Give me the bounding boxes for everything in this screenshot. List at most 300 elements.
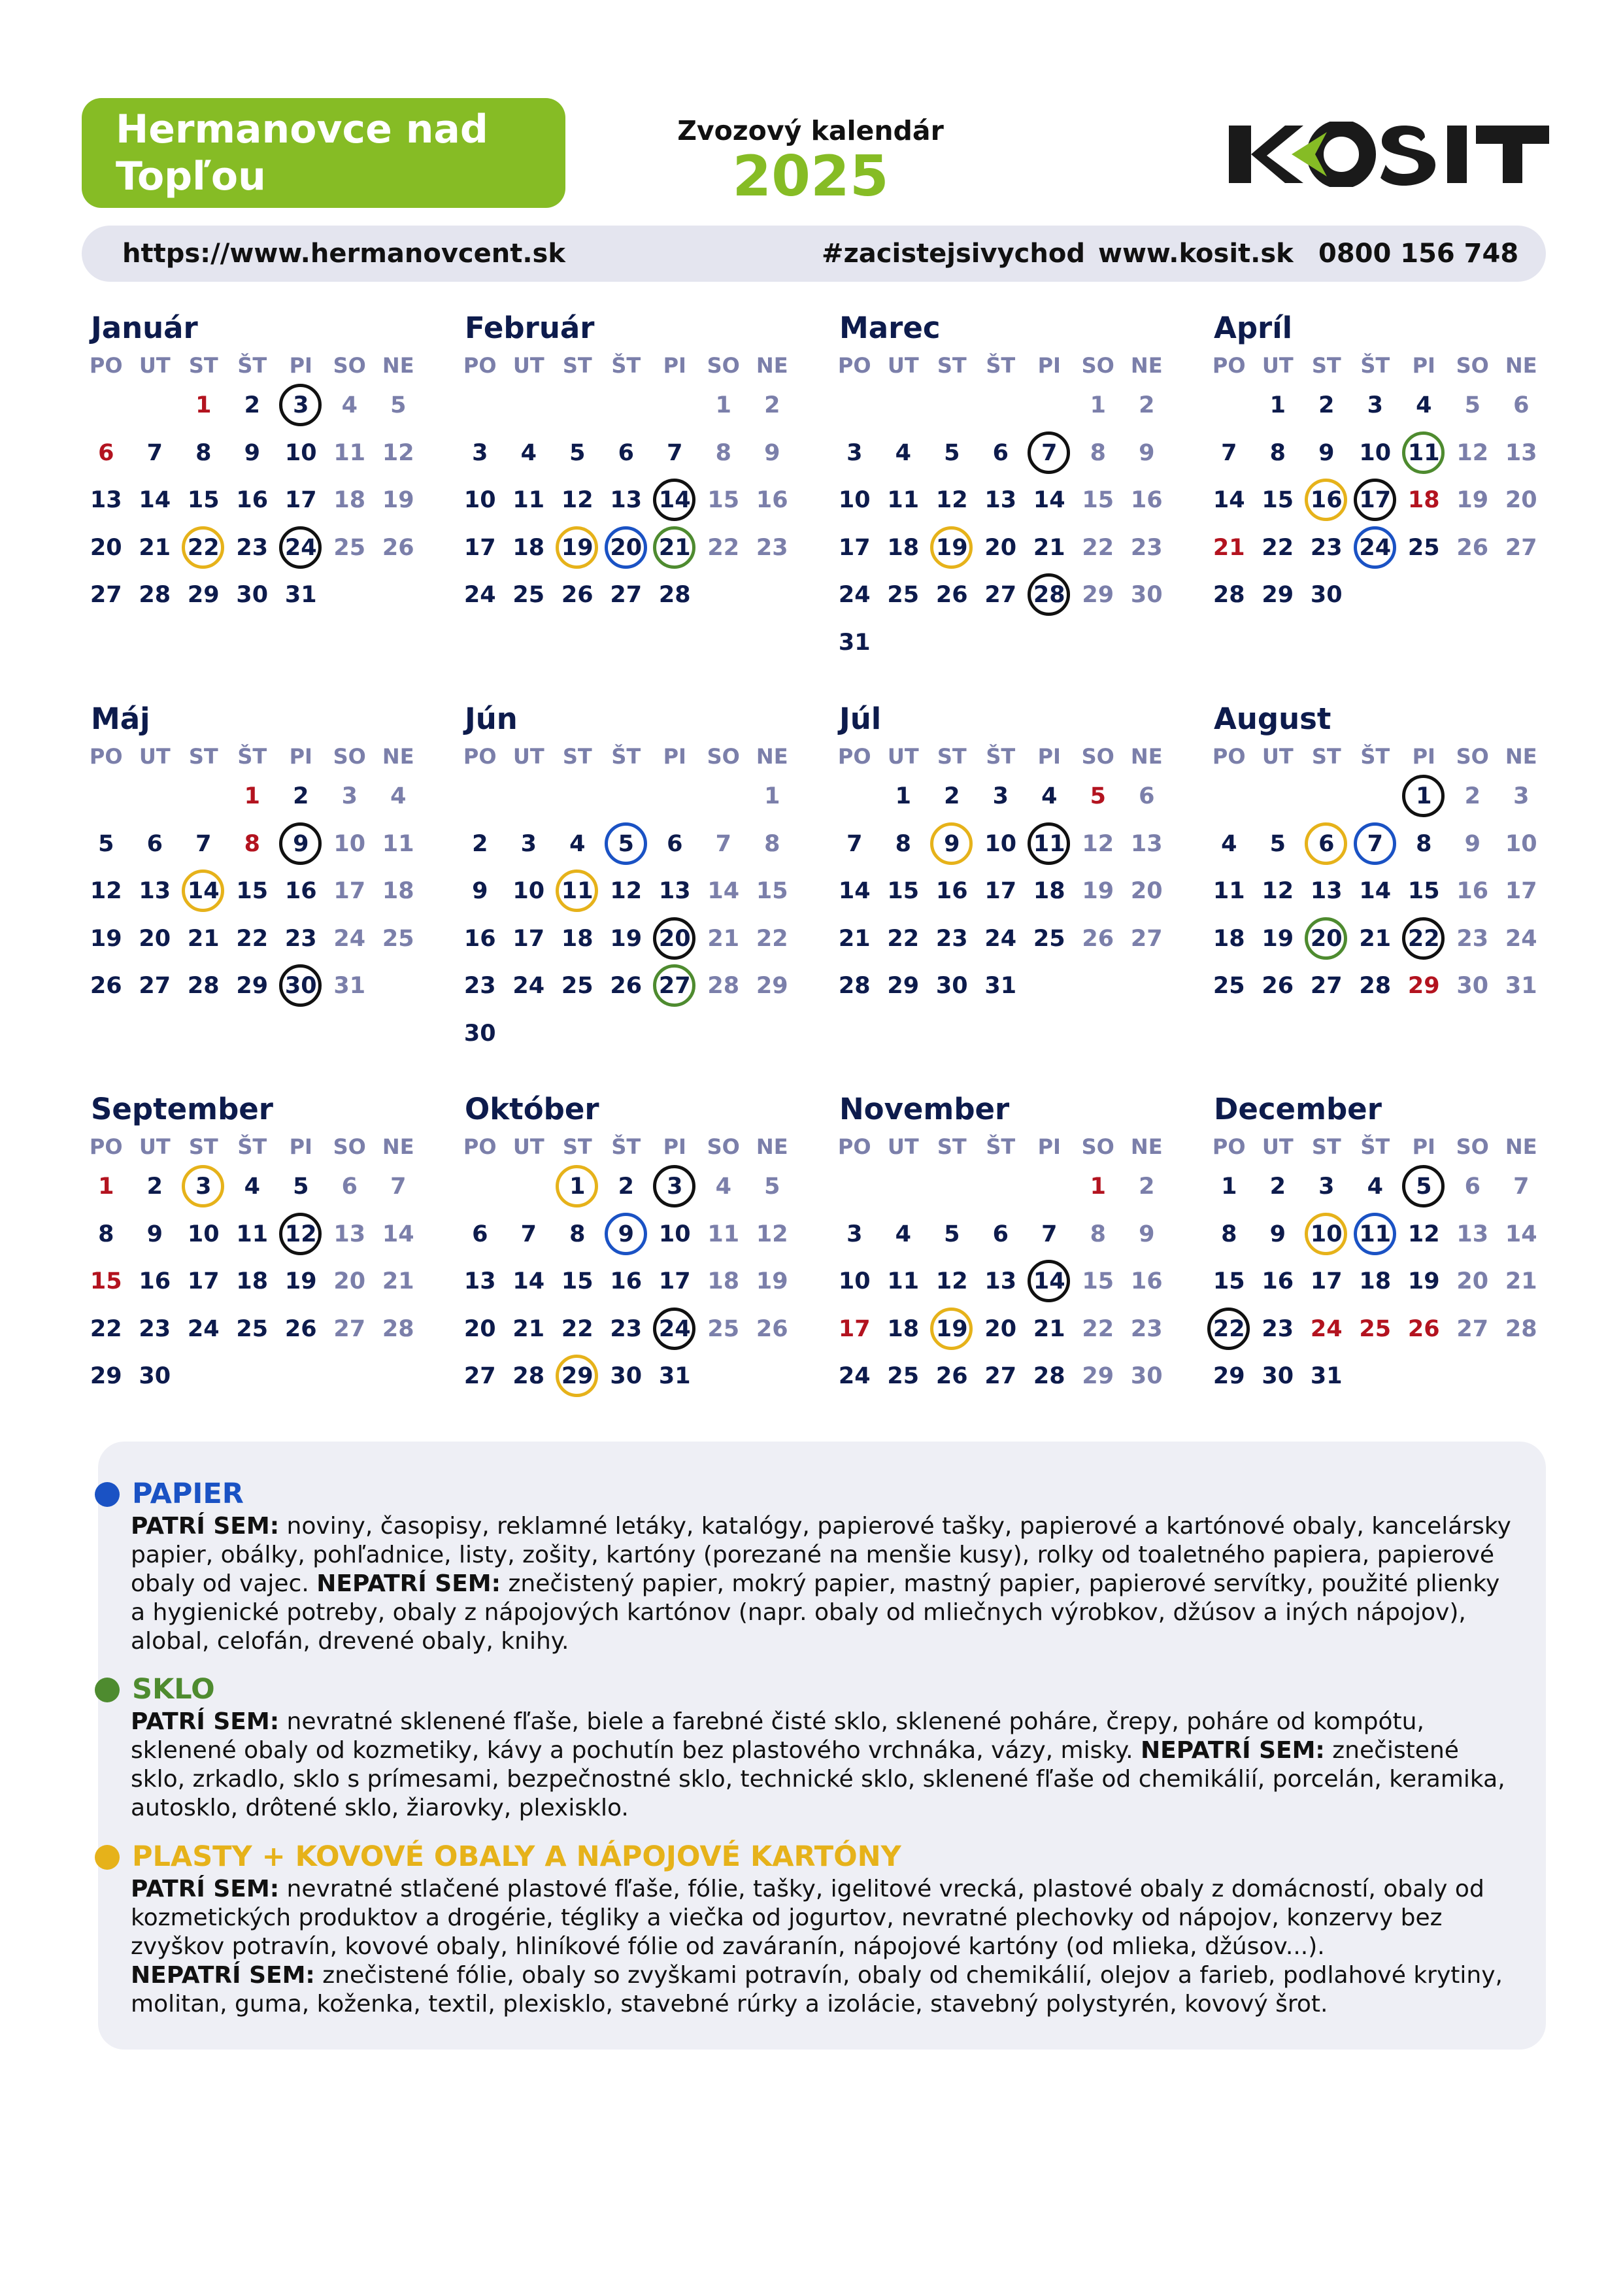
- collection-day-marker: 14: [650, 477, 699, 524]
- month-grid: [82, 1130, 422, 1400]
- day-cell: 26: [935, 582, 968, 609]
- weekday-header: SO: [333, 744, 366, 769]
- day-cell: 29: [1082, 1363, 1114, 1390]
- day-cell: 25: [887, 1363, 920, 1390]
- day-cell: 16: [236, 487, 269, 514]
- month-calendar: [830, 1089, 1170, 1400]
- day-cell: 25: [236, 1315, 269, 1342]
- weekday-header: NE: [1505, 744, 1537, 769]
- weekday-header: SO: [1456, 744, 1489, 769]
- day-cell: 7: [667, 439, 683, 466]
- day-cell: 11: [887, 487, 920, 514]
- day-cell: 9: [1139, 439, 1155, 466]
- empty-cell: [553, 382, 602, 430]
- calendar-heading: [644, 115, 977, 207]
- day-cell: 18: [707, 1268, 740, 1295]
- collection-day-marker: 17: [1351, 477, 1400, 524]
- day-cell: 3: [1367, 392, 1383, 419]
- day-cell: 13: [984, 487, 1017, 514]
- day-cell: 2: [1464, 783, 1481, 810]
- weekday-header: ST: [937, 744, 967, 769]
- day-cell: 30: [1130, 582, 1163, 609]
- day-cell: 1: [1090, 1173, 1106, 1200]
- day-cell: 27: [610, 582, 643, 609]
- day-cell: 21: [139, 534, 171, 561]
- day-cell: 25: [707, 1315, 740, 1342]
- empty-cell: [1025, 1163, 1074, 1211]
- day-cell: 13: [333, 1221, 366, 1247]
- empty-cell: [1205, 773, 1254, 820]
- day-cell: 6: [472, 1221, 488, 1247]
- weekday-header: PI: [663, 1134, 686, 1159]
- day-cell: 13: [139, 878, 171, 905]
- weekday-header: NE: [382, 744, 414, 769]
- weekday-header: ST: [188, 744, 218, 769]
- weekday-header: PI: [663, 744, 686, 769]
- day-cell: 16: [610, 1268, 643, 1295]
- month-grid: [830, 349, 1170, 666]
- day-cell: 21: [707, 925, 740, 952]
- day-cell: 24: [187, 1315, 220, 1342]
- town-title-box: [82, 98, 565, 208]
- weekday-header: PO: [1212, 744, 1246, 769]
- collection-day-marker: 3: [179, 1163, 228, 1211]
- day-cell: 1: [195, 392, 212, 419]
- day-cell: 8: [1090, 1221, 1106, 1247]
- weekday-header: PO: [1212, 1134, 1246, 1159]
- day-cell: 21: [187, 925, 220, 952]
- day-cell: 15: [756, 878, 788, 905]
- day-cell: 15: [1407, 878, 1440, 905]
- month-grid: [82, 740, 422, 1010]
- town-name-line1: Hermanovce nad: [116, 107, 488, 152]
- day-cell: 11: [512, 487, 545, 514]
- day-cell: 24: [1505, 925, 1537, 952]
- day-cell: 6: [98, 439, 114, 466]
- day-cell: 23: [463, 973, 496, 1000]
- day-cell: 23: [1262, 1315, 1294, 1342]
- day-cell: 29: [756, 973, 788, 1000]
- day-cell: 20: [333, 1268, 366, 1295]
- collection-day-marker: 29: [553, 1353, 602, 1400]
- day-cell: 22: [90, 1315, 122, 1342]
- collection-day-marker: 20: [1302, 915, 1351, 963]
- collection-day-marker: 11: [1351, 1211, 1400, 1258]
- day-cell: 23: [139, 1315, 171, 1342]
- day-cell: 12: [610, 878, 643, 905]
- day-cell: 20: [1130, 878, 1163, 905]
- day-cell: 23: [935, 925, 968, 952]
- day-cell: 9: [1269, 1221, 1286, 1247]
- day-cell: 10: [838, 1268, 871, 1295]
- day-cell: 12: [756, 1221, 788, 1247]
- weekday-header: PI: [1412, 1134, 1435, 1159]
- collection-day-marker: 21: [650, 524, 699, 572]
- day-cell: 24: [333, 925, 366, 952]
- day-cell: 16: [463, 925, 496, 952]
- day-cell: 8: [195, 439, 212, 466]
- empty-cell: [456, 1163, 505, 1211]
- day-cell: 6: [1139, 783, 1155, 810]
- weekday-header: ŠT: [237, 1134, 267, 1159]
- day-cell: 27: [1456, 1315, 1489, 1342]
- day-cell: 22: [1082, 534, 1114, 561]
- collection-day-marker: 11: [553, 868, 602, 915]
- weekday-header: UT: [887, 744, 919, 769]
- day-cell: 31: [838, 629, 871, 656]
- day-cell: 31: [284, 582, 317, 609]
- empty-cell: [1351, 773, 1400, 820]
- empty-cell: [505, 1163, 554, 1211]
- day-cell: 6: [341, 1173, 358, 1200]
- day-cell: 13: [1456, 1221, 1489, 1247]
- day-cell: 1: [764, 783, 780, 810]
- day-cell: 19: [90, 925, 122, 952]
- day-cell: 2: [1139, 392, 1155, 419]
- day-cell: 28: [838, 973, 871, 1000]
- day-cell: 4: [520, 439, 537, 466]
- day-cell: 15: [236, 878, 269, 905]
- weekday-header: UT: [139, 353, 171, 378]
- empty-cell: [456, 773, 505, 820]
- day-cell: 4: [1416, 392, 1432, 419]
- weekday-header: UT: [1262, 1134, 1294, 1159]
- month-calendar: [1205, 698, 1545, 1010]
- weekday-header: NE: [1505, 353, 1537, 378]
- day-cell: 23: [1456, 925, 1489, 952]
- day-cell: 26: [90, 973, 122, 1000]
- weekday-header: NE: [756, 353, 788, 378]
- day-cell: 12: [1082, 830, 1114, 857]
- weekday-header: NE: [1130, 744, 1163, 769]
- month-grid: [1205, 349, 1545, 619]
- day-cell: 23: [1130, 1315, 1163, 1342]
- collection-day-marker: 11: [1399, 430, 1448, 477]
- day-cell: 11: [333, 439, 366, 466]
- month-name: Jún: [465, 701, 518, 736]
- phone-number: 0800 156 748: [1318, 239, 1519, 269]
- day-cell: 27: [984, 1363, 1017, 1390]
- day-cell: 4: [895, 439, 911, 466]
- day-cell: 16: [1130, 1268, 1163, 1295]
- day-cell: 19: [1407, 1268, 1440, 1295]
- day-cell: 12: [1456, 439, 1489, 466]
- weekday-header: NE: [756, 744, 788, 769]
- day-cell: 22: [707, 534, 740, 561]
- day-cell: 16: [1262, 1268, 1294, 1295]
- day-cell: 10: [187, 1221, 220, 1247]
- day-cell: 7: [146, 439, 163, 466]
- day-cell: 15: [707, 487, 740, 514]
- day-cell: 5: [1090, 783, 1106, 810]
- day-cell: 8: [715, 439, 731, 466]
- day-cell: 7: [195, 830, 212, 857]
- day-cell: 27: [139, 973, 171, 1000]
- day-cell: 9: [1139, 1221, 1155, 1247]
- legend-sklo: [131, 1671, 1516, 1823]
- day-cell: 20: [1456, 1268, 1489, 1295]
- day-cell: 4: [1041, 783, 1058, 810]
- papier-dot-icon: [95, 1482, 120, 1507]
- day-cell: 1: [715, 392, 731, 419]
- day-cell: 20: [139, 925, 171, 952]
- day-cell: 10: [463, 487, 496, 514]
- day-cell: 17: [838, 1315, 871, 1342]
- waste-legend: [98, 1442, 1546, 2050]
- day-cell: 22: [887, 925, 920, 952]
- calendar-subtitle: Zvozový kalendár: [677, 115, 944, 146]
- town-website-link[interactable]: https://www.hermanovcent.sk: [122, 239, 565, 269]
- weekday-header: UT: [887, 1134, 919, 1159]
- legend-title: PAPIER: [132, 1477, 244, 1510]
- day-cell: 5: [944, 439, 960, 466]
- empty-cell: [650, 773, 699, 820]
- weekday-header: UT: [1262, 744, 1294, 769]
- month-calendar: [456, 1089, 795, 1400]
- collection-day-marker: 24: [276, 524, 326, 572]
- day-cell: 26: [382, 534, 414, 561]
- day-cell: 15: [561, 1268, 594, 1295]
- day-cell: 14: [1213, 487, 1245, 514]
- day-cell: 28: [1359, 973, 1392, 1000]
- day-cell: 1: [1090, 392, 1106, 419]
- day-cell: 8: [764, 830, 780, 857]
- day-cell: 30: [1262, 1363, 1294, 1390]
- month-grid: [830, 1130, 1170, 1400]
- day-cell: 20: [463, 1315, 496, 1342]
- day-cell: 15: [1082, 487, 1114, 514]
- collection-day-marker: 30: [276, 962, 326, 1010]
- collection-day-marker: 20: [602, 524, 651, 572]
- weekday-header: NE: [1505, 1134, 1537, 1159]
- day-cell: 6: [146, 830, 163, 857]
- collection-day-marker: 22: [1205, 1306, 1254, 1353]
- day-cell: 22: [561, 1315, 594, 1342]
- day-cell: 13: [984, 1268, 1017, 1295]
- day-cell: 31: [333, 973, 366, 1000]
- day-cell: 19: [610, 925, 643, 952]
- collection-day-marker: 22: [1399, 915, 1448, 963]
- weekday-header: ST: [562, 353, 592, 378]
- empty-cell: [879, 382, 928, 430]
- day-cell: 29: [90, 1363, 122, 1390]
- day-cell: 18: [382, 878, 414, 905]
- day-cell: 16: [1456, 878, 1489, 905]
- day-cell: 10: [284, 439, 317, 466]
- weekday-header: ST: [1311, 1134, 1341, 1159]
- month-calendar: [82, 307, 422, 619]
- collection-day-marker: 24: [650, 1306, 699, 1353]
- day-cell: 4: [715, 1173, 731, 1200]
- collection-day-marker: 20: [650, 915, 699, 963]
- day-cell: 3: [846, 1221, 863, 1247]
- day-cell: 21: [838, 925, 871, 952]
- day-cell: 25: [1359, 1315, 1392, 1342]
- weekday-header: PO: [463, 1134, 497, 1159]
- day-cell: 19: [382, 487, 414, 514]
- day-cell: 2: [764, 392, 780, 419]
- collection-day-marker: 9: [928, 820, 977, 868]
- day-cell: 11: [887, 1268, 920, 1295]
- day-cell: 18: [1033, 878, 1065, 905]
- weekday-header: ŠT: [611, 353, 641, 378]
- collection-day-marker: 3: [276, 382, 326, 430]
- empty-cell: [699, 773, 748, 820]
- day-cell: 14: [838, 878, 871, 905]
- day-cell: 29: [1407, 973, 1440, 1000]
- day-cell: 22: [236, 925, 269, 952]
- day-cell: 2: [1318, 392, 1335, 419]
- day-cell: 12: [1262, 878, 1294, 905]
- day-cell: 25: [1407, 534, 1440, 561]
- weekday-header: ST: [1311, 744, 1341, 769]
- day-cell: 31: [984, 973, 1017, 1000]
- day-cell: 18: [1407, 487, 1440, 514]
- day-cell: 7: [1221, 439, 1237, 466]
- day-cell: 23: [756, 534, 788, 561]
- weekday-header: PI: [1037, 353, 1061, 378]
- weekday-header: ST: [1311, 353, 1341, 378]
- kosit-website-link[interactable]: www.kosit.sk: [1098, 239, 1294, 269]
- weekday-header: PO: [1212, 353, 1246, 378]
- day-cell: 12: [935, 1268, 968, 1295]
- info-bar: [82, 226, 1546, 282]
- day-cell: 3: [846, 439, 863, 466]
- day-cell: 2: [472, 830, 488, 857]
- day-cell: 25: [382, 925, 414, 952]
- month-grid: [456, 349, 795, 619]
- day-cell: 18: [1213, 925, 1245, 952]
- day-cell: 21: [1033, 534, 1065, 561]
- day-cell: 10: [333, 830, 366, 857]
- empty-cell: [131, 382, 180, 430]
- day-cell: 26: [935, 1363, 968, 1390]
- day-cell: 13: [610, 487, 643, 514]
- collection-day-marker: 5: [1399, 1163, 1448, 1211]
- day-cell: 30: [610, 1363, 643, 1390]
- day-cell: 7: [1513, 1173, 1530, 1200]
- day-cell: 2: [944, 783, 960, 810]
- weekday-header: UT: [139, 1134, 171, 1159]
- empty-cell: [505, 773, 554, 820]
- day-cell: 4: [895, 1221, 911, 1247]
- day-cell: 28: [1213, 582, 1245, 609]
- weekday-header: NE: [382, 353, 414, 378]
- day-cell: 4: [390, 783, 407, 810]
- day-cell: 5: [764, 1173, 780, 1200]
- day-cell: 29: [187, 582, 220, 609]
- weekday-header: SO: [1456, 353, 1489, 378]
- collection-day-marker: 7: [1025, 430, 1074, 477]
- collection-day-marker: 1: [553, 1163, 602, 1211]
- month-grid: [1205, 1130, 1545, 1400]
- weekday-header: ST: [188, 1134, 218, 1159]
- day-cell: 14: [707, 878, 740, 905]
- day-cell: 8: [895, 830, 911, 857]
- collection-day-marker: 24: [1351, 524, 1400, 572]
- day-cell: 2: [293, 783, 309, 810]
- day-cell: 3: [1318, 1173, 1335, 1200]
- day-cell: 3: [472, 439, 488, 466]
- day-cell: 31: [658, 1363, 691, 1390]
- day-cell: 18: [887, 1315, 920, 1342]
- day-cell: 1: [1221, 1173, 1237, 1200]
- day-cell: 17: [838, 534, 871, 561]
- day-cell: 29: [1082, 582, 1114, 609]
- day-cell: 13: [658, 878, 691, 905]
- weekday-header: ŠT: [986, 353, 1016, 378]
- collection-day-marker: 19: [928, 1306, 977, 1353]
- collection-day-marker: 9: [602, 1211, 651, 1258]
- day-cell: 13: [1310, 878, 1343, 905]
- weekday-header: SO: [1456, 1134, 1489, 1159]
- day-cell: 13: [1505, 439, 1537, 466]
- day-cell: 19: [1262, 925, 1294, 952]
- weekday-header: PI: [1412, 744, 1435, 769]
- day-cell: 6: [1513, 392, 1530, 419]
- day-cell: 19: [1456, 487, 1489, 514]
- day-cell: 6: [1464, 1173, 1481, 1200]
- day-cell: 30: [1456, 973, 1489, 1000]
- day-cell: 29: [236, 973, 269, 1000]
- day-cell: 22: [1082, 1315, 1114, 1342]
- day-cell: 7: [715, 830, 731, 857]
- weekday-header: PO: [89, 353, 123, 378]
- day-cell: 10: [984, 830, 1017, 857]
- day-cell: 14: [139, 487, 171, 514]
- day-cell: 20: [984, 1315, 1017, 1342]
- weekday-header: PI: [1037, 1134, 1061, 1159]
- collection-day-marker: 14: [1025, 1258, 1074, 1306]
- day-cell: 24: [512, 973, 545, 1000]
- day-cell: 15: [1082, 1268, 1114, 1295]
- day-cell: 28: [1505, 1315, 1537, 1342]
- weekday-header: PO: [837, 744, 871, 769]
- day-cell: 8: [1269, 439, 1286, 466]
- weekday-header: SO: [1081, 1134, 1114, 1159]
- day-cell: 10: [1359, 439, 1392, 466]
- weekday-header: SO: [1081, 353, 1114, 378]
- day-cell: 15: [887, 878, 920, 905]
- day-cell: 13: [90, 487, 122, 514]
- day-cell: 16: [756, 487, 788, 514]
- day-cell: 11: [236, 1221, 269, 1247]
- town-name-line2: Topľou: [116, 154, 266, 199]
- day-cell: 13: [1130, 830, 1163, 857]
- weekday-header: ST: [937, 353, 967, 378]
- calendar-year: 2025: [732, 144, 889, 209]
- day-cell: 24: [1310, 1315, 1343, 1342]
- day-cell: 18: [887, 534, 920, 561]
- day-cell: 24: [838, 582, 871, 609]
- day-cell: 6: [618, 439, 634, 466]
- day-cell: 5: [1464, 392, 1481, 419]
- day-cell: 29: [1262, 582, 1294, 609]
- month-name: September: [91, 1092, 273, 1126]
- collection-day-marker: 12: [276, 1211, 326, 1258]
- day-cell: 30: [463, 1020, 496, 1047]
- empty-cell: [179, 773, 228, 820]
- empty-cell: [977, 1163, 1026, 1211]
- day-cell: 28: [139, 582, 171, 609]
- day-cell: 20: [984, 534, 1017, 561]
- empty-cell: [830, 773, 879, 820]
- day-cell: 9: [244, 439, 260, 466]
- day-cell: 4: [341, 392, 358, 419]
- weekday-header: UT: [139, 744, 171, 769]
- day-cell: 7: [1041, 1221, 1058, 1247]
- day-cell: 28: [1033, 1363, 1065, 1390]
